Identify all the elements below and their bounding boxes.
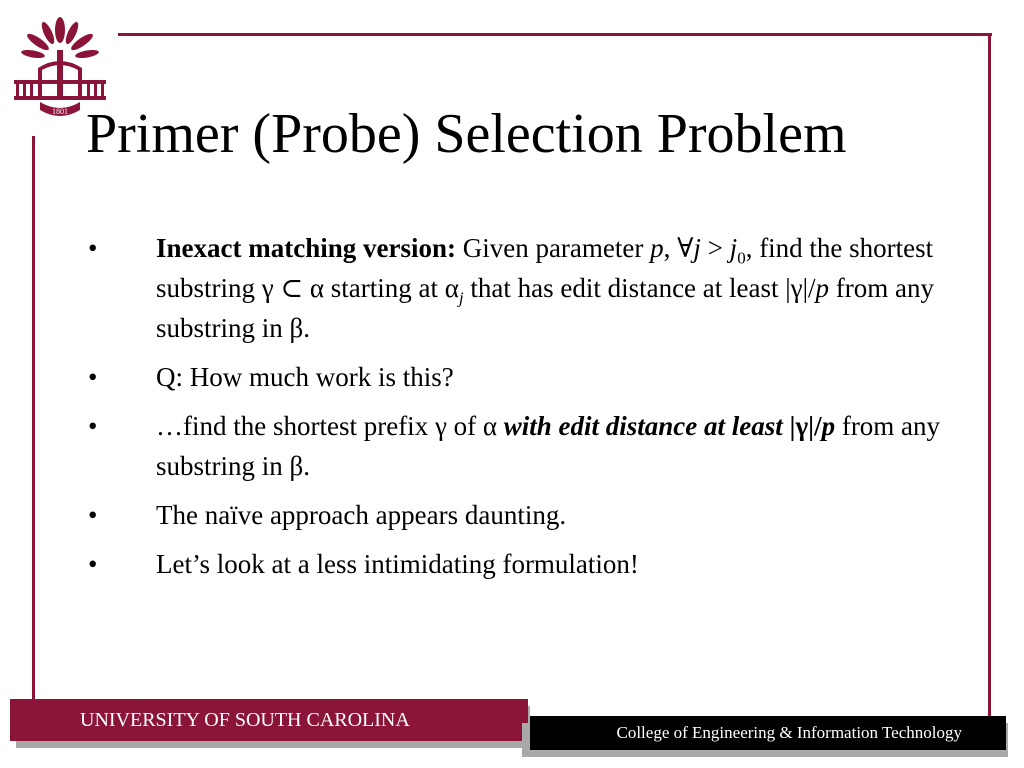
math-sub-j: j xyxy=(458,288,464,308)
logo-year: 1801 xyxy=(52,107,68,116)
bullet-text: from any substring in β. xyxy=(156,273,934,343)
college-name: College of Engineering & Information Technology xyxy=(616,723,962,742)
bullet-item xyxy=(84,495,964,535)
math-alpha-j: α xyxy=(444,273,459,303)
slide-title: Primer (Probe) Selection Problem xyxy=(86,103,847,165)
university-footer-bar xyxy=(10,699,528,741)
math-alpha: α xyxy=(309,273,324,303)
math-gamma: γ xyxy=(261,273,274,303)
bullet-item xyxy=(84,228,964,348)
bullet-emphasis: with edit distance at least xyxy=(503,411,783,441)
bullet-marker: • xyxy=(88,500,98,530)
math-p: p xyxy=(650,233,664,263)
bullet-marker: • xyxy=(88,549,98,579)
bullet-text: | xyxy=(782,411,796,441)
bullet-text: Given parameter xyxy=(455,233,651,263)
math-j: j xyxy=(693,233,701,263)
bullet-item xyxy=(84,544,964,584)
bullet-marker: • xyxy=(88,411,98,441)
bullet-lead: Inexact matching version: xyxy=(156,233,456,263)
bullet-text: …find the shortest prefix γ of α xyxy=(156,411,504,441)
forall-symbol: ∀ xyxy=(677,233,694,263)
bullet-text: Q: How much work is this? xyxy=(156,362,454,392)
frame-right-line xyxy=(988,33,991,716)
bullet-item xyxy=(84,357,964,397)
frame-left-line xyxy=(32,136,35,706)
bullet-text: , find the shortest substring xyxy=(156,233,934,303)
math-sub-0: 0 xyxy=(737,248,746,268)
math-p: p xyxy=(821,411,836,441)
bullet-text: |/ xyxy=(808,411,822,441)
bullet-list xyxy=(84,228,964,593)
university-name: UNIVERSITY OF SOUTH CAROLINA xyxy=(80,708,410,731)
bullet-marker: • xyxy=(88,362,98,392)
frame-top-line xyxy=(118,33,992,36)
math-p: p xyxy=(815,273,829,303)
bullet-text: from any substring in β. xyxy=(156,411,941,481)
bullet-text: that has edit distance at least |γ|/ xyxy=(463,273,816,303)
subset-symbol: ⊂ xyxy=(273,273,310,303)
bullet-item xyxy=(84,406,964,486)
bullet-text: Let’s look at a less intimidating formulation! xyxy=(156,549,639,579)
college-footer-bar xyxy=(530,716,1006,750)
math-gt: > xyxy=(700,233,730,263)
bullet-text: , xyxy=(663,233,678,263)
bullet-marker: • xyxy=(88,233,98,263)
math-gamma: γ xyxy=(795,411,809,441)
bullet-text: The naïve approach appears daunting. xyxy=(156,500,567,530)
math-j0: j xyxy=(729,233,738,263)
bullet-text: starting at xyxy=(323,273,445,303)
